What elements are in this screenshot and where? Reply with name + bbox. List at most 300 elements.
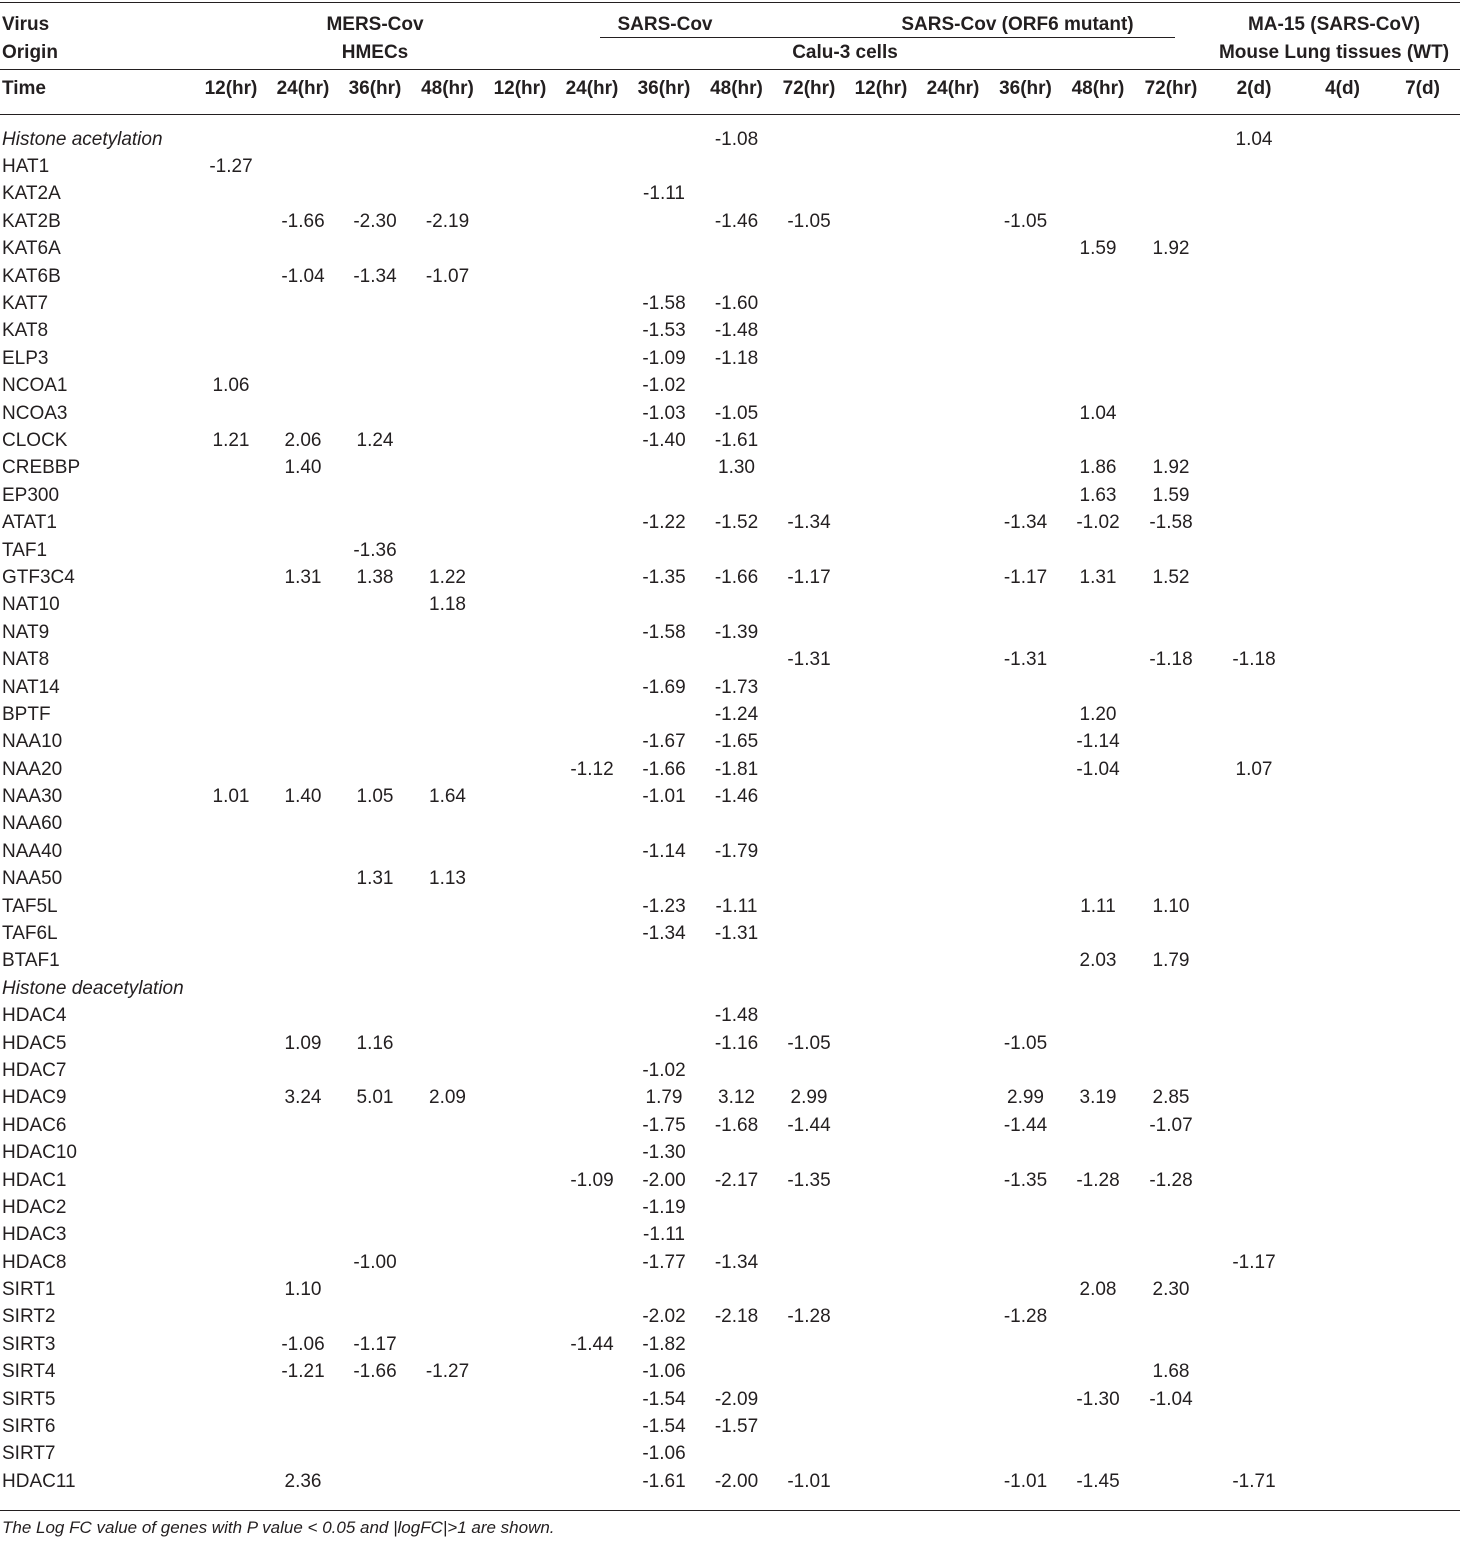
gene-name: SIRT3 [2,1333,56,1355]
logfc-cell [1300,920,1385,947]
logfc-cell [845,482,917,509]
logfc-cell: -1.14 [1076,731,1120,753]
logfc-cell [989,318,1062,345]
logfc-cell [1300,975,1385,1002]
logfc-cell [1062,1304,1134,1331]
logfc-cell [195,181,267,208]
logfc-cell [1134,181,1208,208]
logfc-cell [195,564,267,591]
logfc-cell: 1.59 [1152,484,1190,506]
logfc-cell [267,866,339,893]
time-header: 24(hr) [926,78,980,99]
logfc-cell: -1.48 [714,320,759,342]
logfc-cell [484,509,556,536]
gene-name: HDAC2 [2,1196,67,1218]
table-row [0,1441,1460,1468]
logfc-cell [484,455,556,482]
logfc-cell [989,537,1062,564]
table-row [0,920,1460,947]
logfc-cell [1385,153,1460,180]
logfc-cell [845,126,917,153]
gene-name: NAA50 [2,868,63,890]
gene-name: NAA10 [2,731,63,753]
logfc-cell: 1.18 [429,594,466,616]
table-row [0,427,1460,454]
logfc-cell [195,208,267,235]
logfc-cell: 1.30 [718,457,755,479]
logfc-cell [1300,400,1385,427]
logfc-cell [339,345,411,372]
logfc-cell [1385,1249,1460,1276]
logfc-cell [556,893,628,920]
logfc-cell: 1.13 [429,868,466,890]
logfc-cell [845,400,917,427]
table-row [0,1085,1460,1112]
logfc-cell [773,1359,845,1386]
logfc-cell [1208,866,1300,893]
logfc-cell [628,975,700,1002]
logfc-cell [845,153,917,180]
logfc-cell [556,1030,628,1057]
logfc-cell [484,1057,556,1084]
logfc-cell [1385,1194,1460,1221]
logfc-cell [917,619,989,646]
logfc-cell [267,537,339,564]
gene-name: NCOA1 [2,375,68,397]
logfc-cell [917,729,989,756]
logfc-cell [556,701,628,728]
logfc-cell: -1.66 [281,210,325,232]
logfc-cell [989,126,1062,153]
logfc-cell [700,1331,773,1358]
logfc-cell [1300,1112,1385,1139]
logfc-cell [556,1222,628,1249]
logfc-cell: -1.82 [642,1333,686,1355]
logfc-cell [845,263,917,290]
logfc-cell [556,1139,628,1166]
logfc-cell [556,400,628,427]
table-row [0,729,1460,756]
table-body [0,126,1460,1496]
logfc-cell [267,482,339,509]
logfc-cell [339,482,411,509]
gene-name: KAT2B [2,210,61,232]
logfc-cell [195,1112,267,1139]
logfc-cell [195,126,267,153]
logfc-cell [556,1304,628,1331]
mouse-header: Mouse Lung tissues (WT) [1218,42,1450,63]
logfc-cell [484,1413,556,1440]
logfc-cell [1208,619,1300,646]
logfc-cell [1062,290,1134,317]
logfc-cell [195,838,267,865]
logfc-cell [773,975,845,1002]
logfc-cell: -1.54 [642,1416,686,1438]
logfc-cell: -1.77 [642,1251,686,1273]
logfc-cell [917,236,989,263]
logfc-cell [1300,811,1385,838]
logfc-cell: 1.86 [1079,457,1117,479]
logfc-cell: -1.03 [642,402,686,424]
logfc-cell [845,975,917,1002]
logfc-cell [917,866,989,893]
table-row [0,1057,1460,1084]
logfc-cell [989,153,1062,180]
gene-name: KAT2A [2,183,61,205]
calu3-span-rule [600,37,1175,38]
logfc-cell [917,1057,989,1084]
logfc-cell: 1.04 [1079,402,1117,424]
table-row [0,619,1460,646]
logfc-cell: -1.23 [642,895,686,917]
logfc-cell: 1.01 [212,786,250,808]
logfc-cell [484,975,556,1002]
logfc-cell [917,1112,989,1139]
logfc-cell [556,564,628,591]
table-row [0,592,1460,619]
table-row [0,756,1460,783]
gene-name: NAA40 [2,840,63,862]
gene-name: SIRT6 [2,1416,56,1438]
logfc-cell [845,427,917,454]
logfc-cell [1062,619,1134,646]
logfc-cell [1134,1003,1208,1030]
logfc-cell [195,1441,267,1468]
logfc-cell [195,400,267,427]
logfc-cell [556,866,628,893]
section-row [0,126,1460,153]
logfc-cell [1208,811,1300,838]
top-rule [0,2,1460,3]
logfc-cell [339,1057,411,1084]
logfc-cell [1300,564,1385,591]
logfc-cell [339,729,411,756]
logfc-cell [195,1276,267,1303]
logfc-cell [1134,1249,1208,1276]
logfc-cell [484,126,556,153]
gene-name: KAT6B [2,265,61,287]
logfc-cell [1300,1194,1385,1221]
logfc-cell [411,756,484,783]
logfc-cell [845,455,917,482]
logfc-cell [1300,208,1385,235]
logfc-cell [267,290,339,317]
logfc-cell [773,1139,845,1166]
logfc-cell: 1.31 [284,566,322,588]
logfc-cell [484,482,556,509]
logfc-cell [1208,345,1300,372]
logfc-cell: -2.18 [714,1306,759,1328]
logfc-cell [1208,1331,1300,1358]
logfc-cell [1300,1304,1385,1331]
logfc-cell [1385,263,1460,290]
logfc-cell [700,646,773,673]
logfc-cell [773,838,845,865]
logfc-cell [845,893,917,920]
logfc-cell [845,1249,917,1276]
logfc-cell [845,1003,917,1030]
logfc-cell [339,181,411,208]
logfc-cell: -1.53 [642,320,686,342]
logfc-cell [773,455,845,482]
logfc-cell [484,866,556,893]
logfc-cell [339,1194,411,1221]
logfc-cell [556,811,628,838]
logfc-cell [628,537,700,564]
gene-name: KAT7 [2,293,49,315]
logfc-cell [1300,1139,1385,1166]
table-row [0,509,1460,536]
logfc-cell [411,1057,484,1084]
table-row [0,1304,1460,1331]
logfc-cell [339,236,411,263]
table-row [0,318,1460,345]
logfc-cell [267,1194,339,1221]
gene-name: HDAC8 [2,1251,67,1273]
table-row [0,263,1460,290]
logfc-cell [845,1222,917,1249]
logfc-cell [556,455,628,482]
logfc-cell [195,1085,267,1112]
logfc-cell: -1.58 [642,293,686,315]
logfc-cell: 2.30 [1152,1279,1190,1301]
gene-name: CREBBP [2,457,81,479]
logfc-cell [917,1468,989,1495]
logfc-cell [773,400,845,427]
logfc-cell [1385,948,1460,975]
logfc-cell [773,345,845,372]
time-label: Time [2,78,47,99]
logfc-cell [1208,290,1300,317]
logfc-cell [845,1057,917,1084]
logfc-cell [845,345,917,372]
logfc-cell [1208,1359,1300,1386]
table-row [0,674,1460,701]
gene-name: HDAC10 [2,1142,77,1164]
logfc-cell [411,1222,484,1249]
table-row [0,455,1460,482]
logfc-cell [1300,701,1385,728]
logfc-cell [989,1194,1062,1221]
logfc-cell: -1.45 [1076,1470,1120,1492]
logfc-cell [700,975,773,1002]
logfc-cell: -1.44 [1003,1114,1048,1136]
gene-name: ATAT1 [2,512,57,534]
logfc-cell [556,674,628,701]
logfc-cell [1062,811,1134,838]
logfc-cell [267,893,339,920]
logfc-cell [267,1112,339,1139]
gene-name: HDAC6 [2,1114,67,1136]
gene-name: NAA60 [2,813,63,835]
logfc-cell: -1.18 [1232,649,1276,671]
logfc-cell: -1.31 [787,649,831,671]
logfc-cell: -1.17 [353,1333,397,1355]
logfc-cell [195,592,267,619]
logfc-cell [1385,537,1460,564]
gene-name: NAT10 [2,594,60,616]
logfc-cell [845,1112,917,1139]
logfc-cell [411,1413,484,1440]
logfc-cell [195,866,267,893]
logfc-cell [1062,1003,1134,1030]
header-mid-rule [0,69,1460,70]
table-row [0,345,1460,372]
logfc-cell: 1.40 [284,786,322,808]
logfc-cell [845,701,917,728]
logfc-cell [989,756,1062,783]
logfc-cell [1300,674,1385,701]
logfc-cell [556,1249,628,1276]
logfc-cell [989,181,1062,208]
gene-name: HDAC4 [2,1005,67,1027]
logfc-cell: -1.00 [353,1251,397,1273]
logfc-cell [339,1167,411,1194]
logfc-cell [628,153,700,180]
logfc-cell [1062,181,1134,208]
logfc-cell [1300,455,1385,482]
logfc-cell [917,455,989,482]
gene-name: SIRT1 [2,1279,56,1301]
logfc-cell [1062,537,1134,564]
logfc-cell [411,838,484,865]
gene-name: BPTF [2,703,51,725]
logfc-cell: -1.44 [570,1333,614,1355]
logfc-cell: -1.01 [642,786,686,808]
logfc-cell [411,537,484,564]
logfc-cell [989,948,1062,975]
logfc-cell [1385,236,1460,263]
logfc-cell: 1.79 [645,1087,683,1109]
logfc-cell [556,509,628,536]
logfc-cell: -1.17 [1232,1251,1276,1273]
logfc-cell [195,729,267,756]
time-header: 12(hr) [493,78,547,99]
logfc-cell: -1.61 [714,429,759,451]
logfc-cell [1300,1222,1385,1249]
logfc-cell: -1.08 [714,128,759,150]
gene-name: BTAF1 [2,950,60,972]
logfc-cell [917,783,989,810]
logfc-cell [1300,1413,1385,1440]
logfc-cell [556,1413,628,1440]
table-row [0,783,1460,810]
logfc-cell [411,1468,484,1495]
logfc-cell [1134,619,1208,646]
logfc-cell [484,948,556,975]
logfc-cell [1062,1331,1134,1358]
logfc-cell: -1.65 [714,731,759,753]
logfc-cell [1300,345,1385,372]
logfc-cell: -1.57 [714,1416,759,1438]
logfc-cell [1300,866,1385,893]
logfc-cell [411,1441,484,1468]
logfc-cell [195,619,267,646]
logfc-cell: 1.09 [284,1032,322,1054]
logfc-cell [917,1276,989,1303]
logfc-cell [195,701,267,728]
logfc-cell [339,455,411,482]
logfc-cell [411,482,484,509]
logfc-cell: 1.10 [1152,895,1190,917]
logfc-cell [484,1441,556,1468]
logfc-cell [1208,373,1300,400]
logfc-cell [700,537,773,564]
logfc-cell [411,290,484,317]
logfc-cell [267,1304,339,1331]
section-row [0,975,1460,1002]
logfc-cell [1385,1441,1460,1468]
logfc-cell [917,1222,989,1249]
logfc-cell: 5.01 [356,1087,394,1109]
logfc-cell: -1.06 [281,1333,325,1355]
logfc-cell [1385,1386,1460,1413]
logfc-cell [989,1276,1062,1303]
logfc-cell [917,400,989,427]
logfc-cell [1300,1331,1385,1358]
logfc-cell [267,920,339,947]
logfc-cell [1300,373,1385,400]
logfc-cell [917,208,989,235]
logfc-cell: -1.31 [1003,649,1048,671]
logfc-cell [339,373,411,400]
logfc-cell [195,1386,267,1413]
logfc-cell [773,701,845,728]
logfc-cell: -1.04 [281,265,325,287]
logfc-cell: 1.63 [1079,484,1117,506]
logfc-cell [411,1249,484,1276]
logfc-cell [917,1003,989,1030]
logfc-cell [1208,729,1300,756]
logfc-cell: -1.39 [714,621,759,643]
logfc-cell [628,263,700,290]
logfc-cell: -1.60 [714,293,759,315]
table-row [0,1222,1460,1249]
logfc-cell: -1.34 [1003,512,1048,534]
logfc-cell [195,811,267,838]
logfc-cell [267,838,339,865]
logfc-cell [1208,1085,1300,1112]
logfc-cell [773,290,845,317]
logfc-cell [339,756,411,783]
logfc-cell [845,674,917,701]
logfc-cell [1208,208,1300,235]
table-row [0,1030,1460,1057]
logfc-cell [773,1386,845,1413]
logfc-cell [845,1139,917,1166]
logfc-cell [411,1276,484,1303]
logfc-cell: 2.85 [1152,1087,1190,1109]
gene-name: SIRT2 [2,1306,56,1328]
logfc-cell [267,1057,339,1084]
logfc-cell [1385,1413,1460,1440]
logfc-cell [1062,318,1134,345]
logfc-cell: -1.58 [1149,512,1193,534]
table-row [0,208,1460,235]
logfc-cell [339,701,411,728]
logfc-cell [411,1030,484,1057]
logfc-cell [195,1222,267,1249]
logfc-cell [989,373,1062,400]
logfc-cell [700,236,773,263]
logfc-cell [1208,509,1300,536]
logfc-cell [484,811,556,838]
gene-name: ELP3 [2,347,49,369]
logfc-cell [411,674,484,701]
logfc-cell [1300,290,1385,317]
logfc-cell [484,1139,556,1166]
logfc-cell: -1.07 [1149,1114,1193,1136]
